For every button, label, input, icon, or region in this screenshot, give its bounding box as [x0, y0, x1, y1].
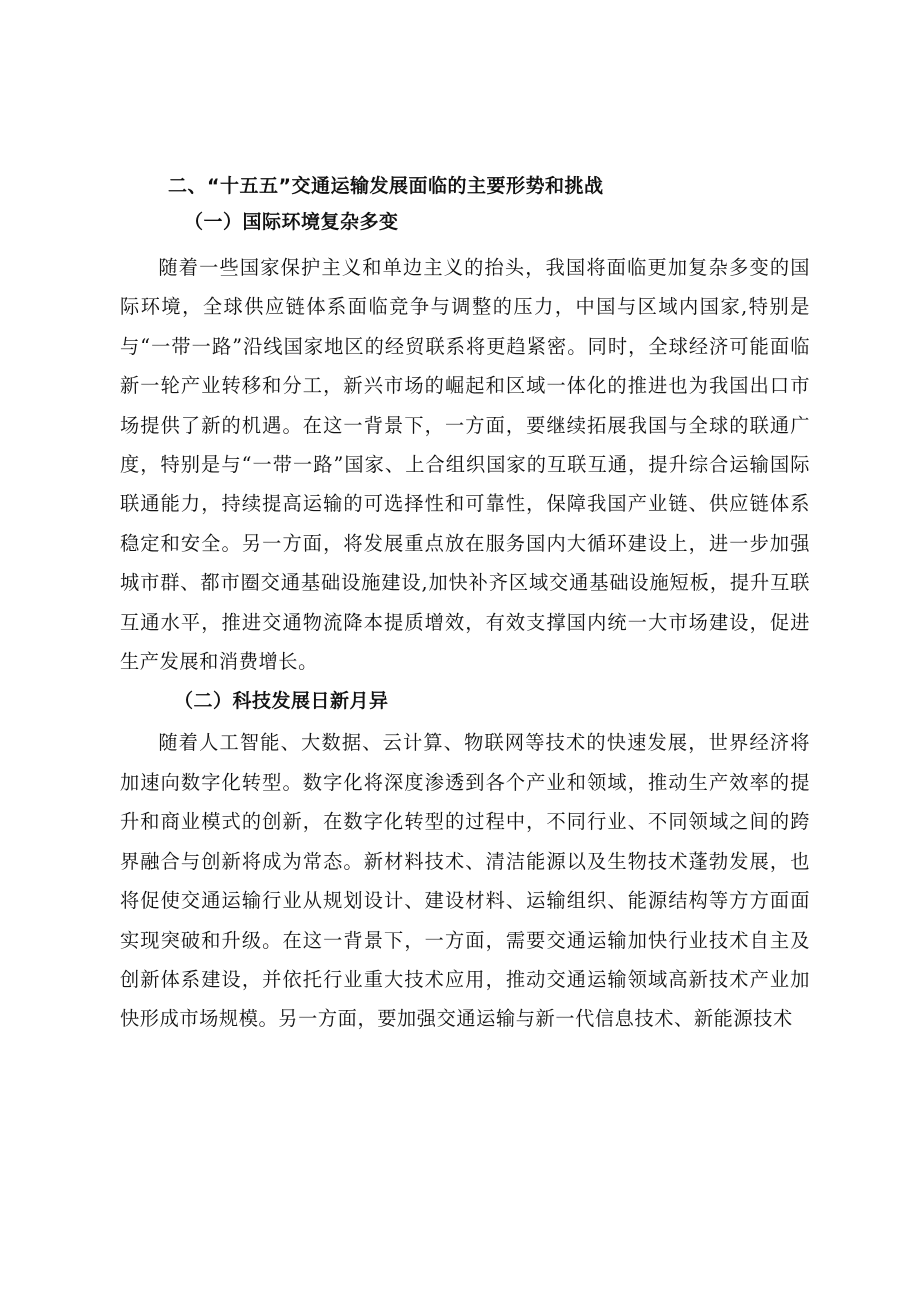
- paragraph-technology-development: 随着人工智能、大数据、云计算、物联网等技术的快速发展，世界经济将加速向数字化转型。数字化将深度渗透到各个产业和领域，推动生产效率的提升和商业模式的创新，在数字化转型的过程中，不同行业、不同领域之间的跨界融合与创新将成为常态。新材料技术、清洁能源以及生物技术蓬勃发展，也将促使交通运输行业从规划设计、建设材料、运输组织、能源结构等方方面面实现突破和升级。在这一背景下，一方面，需要交通运输加快行业技术自主及创新体系建设，并依托行业重大技术应用，推动交通运输领域高新技术产业加快形成市场规模。另一方面，要加强交通运输与新一代信息技术、新能源技术: [120, 731, 810, 1031]
- document-body: [120, 168, 810, 1039]
- paragraph-international-environment: 随着一些国家保护主义和单边主义的抬头，我国将面临更加复杂多变的国际环境，全球供应链体系面临竞争与调整的压力，中国与区域内国家,特别是与“一带一路”沿线国家地区的经贸联系将更趋紧密。同时，全球经济可能面临新一轮产业转移和分工，新兴市场的崛起和区域一体化的推进也为我国出口市场提供了新的机遇。在这一背景下，一方面，要继续拓展我国与全球的联通广度，特别是与“一带一路”国家、上合组织国家的互联互通，提升综合运输国际联通能力，持续提高运输的可选择性和可靠性，保障我国产业链、供应链体系稳定和安全。另一方面，将发展重点放在服务国内大循环建设上，进一步加强城市群、都市圈交通基础设施建设,加快补齐区域交通基础设施短板，提升互联互通水平，推进交通物流降本提质增效，有效支撑国内统一大市场建设，促进生产发展和消费增长。: [120, 256, 810, 674]
- subsection-title-technology-development: （二）科技发展日新月异: [174, 690, 389, 713]
- subsection-title-international-environment: （一）国际环境复杂多变: [184, 211, 399, 233]
- section-heading: 二、“十五五”交通运输发展面临的主要形势和挑战: [168, 175, 604, 197]
